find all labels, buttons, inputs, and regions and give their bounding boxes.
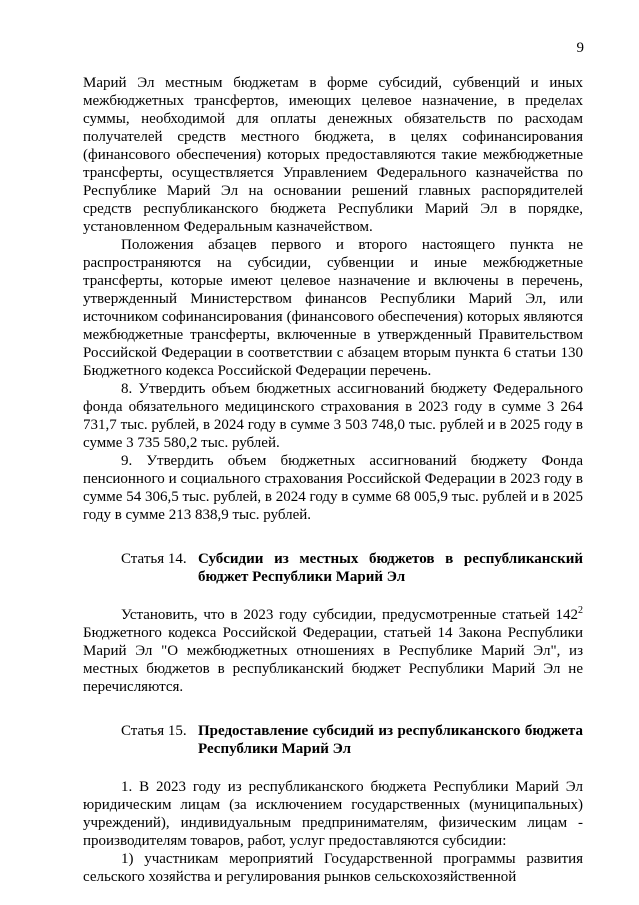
paragraph: Марий Эл местным бюджетам в форме субсидий, субвенций и иных межбюджетных трансфертов, имеющих целевое назначение, в пределах суммы, необходимой для оплаты денежных обязательств по расходам получателей средств местного бюджета, в целях софинансирования (финансового обеспечения) которых предоставляются такие межбюджетные трансферты, осуществляется Управлением Федерального казначейства по Республике Марий Эл на основании решений главных распорядителей средств республиканского бюджета Республики Марий Эл в порядке, установленном Федеральным казначейством. [83,75,583,235]
paragraph: 1) участникам мероприятий Государственной программы развития сельского хозяйства и регулирования рынков сельскохозяйственной [83,851,583,885]
article-title: Предоставление субсидий из республиканского бюджета Республики Марий Эл [198,723,583,757]
text-segment: Бюджетного кодекса Российской Федерации, статьей 14 Закона Республики Марий Эл "О межбюджетных отношениях в Республике Марий Эл", из местных бюджетов в республиканский бюджет Республики Марий Эл не перечисляются. [83,625,583,695]
paragraph: 8. Утвердить объем бюджетных ассигнований бюджету Федерального фонда обязательного медицинского страхования в 2023 году в сумме 3 264 731,7 тыс. рублей, в 2024 году в сумме 3 503 748,0 тыс. рублей и в 2025 году в сумме 3 735 580,2 тыс. рублей. [83,381,583,451]
document-body [83,74,583,886]
paragraph: 1. В 2023 году из республиканского бюджета Республики Марий Эл юридическим лицам (за исключением государственных (муниципальных) учреждений), индивидуальным предпринимателям, физическим лицам - производителям товаров, работ, услуг предоставляются субсидии: [83,779,583,849]
text-segment: Установить, что в 2023 году субсидии, предусмотренные статьей 142 [121,607,578,623]
article-number: Статья 14. [121,551,187,567]
paragraph [83,606,583,696]
page-number: 9 [576,40,584,56]
article-14-heading [83,550,583,586]
article-title: Субсидии из местных бюджетов в республиканский бюджет Республики Марий Эл [198,551,583,585]
superscript: 2 [578,605,583,616]
paragraph: 9. Утвердить объем бюджетных ассигнований бюджету Фонда пенсионного и социального страхования Российской Федерации в 2023 году в сумме 54 306,5 тыс. рублей, в 2024 году в сумме 68 005,9 тыс. рублей и в 2025 году в сумме 213 838,9 тыс. рублей. [83,453,583,523]
article-number: Статья 15. [121,723,187,739]
paragraph: Положения абзацев первого и второго настоящего пункта не распространяются на субсидии, субвенции и иные межбюджетные трансферты, которые имеют целевое назначение и включены в перечень, утвержденный Министерством финансов Республики Марий Эл, или источником софинансирования (финансового обеспечения) которых являются межбюджетные трансферты, включенные в утвержденный Правительством Российской Федерации в соответствии с абзацем вторым пункта 6 статьи 130 Бюджетного кодекса Российской Федерации перечень. [83,237,583,379]
article-15-heading [83,722,583,758]
